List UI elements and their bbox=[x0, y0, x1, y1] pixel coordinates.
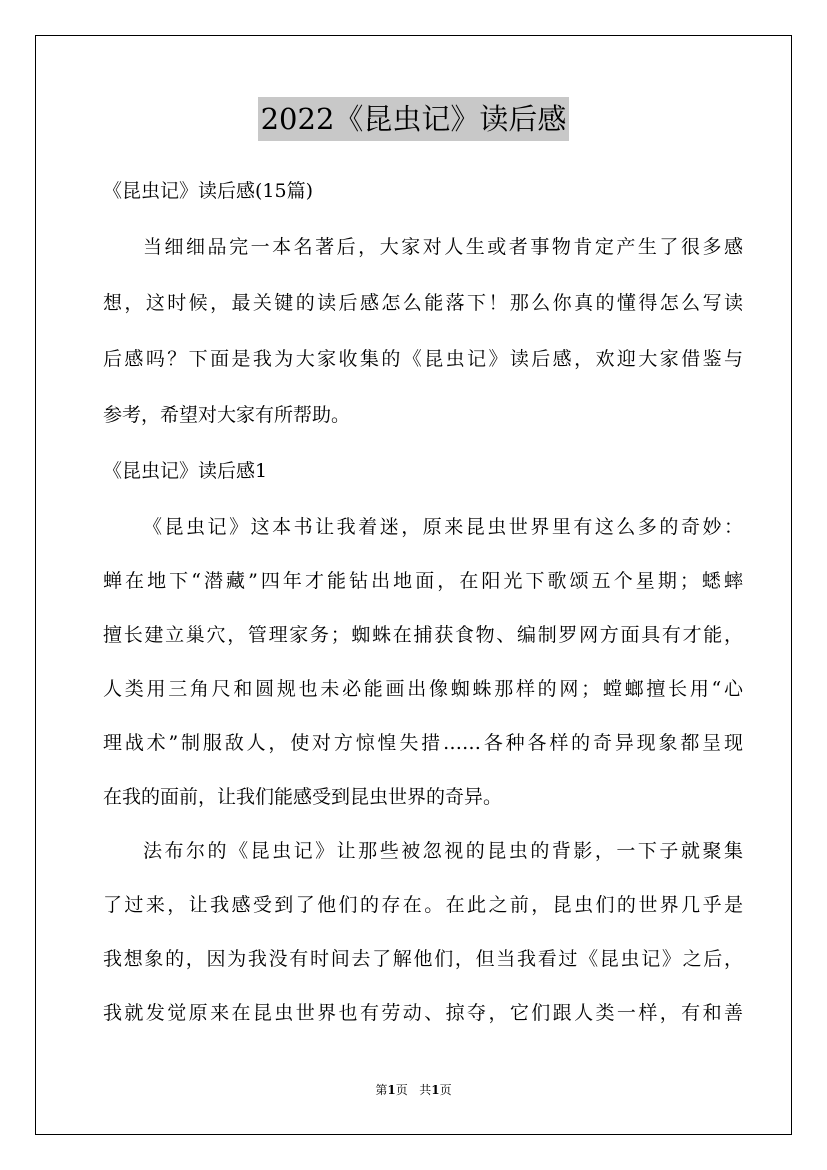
paragraph-line: 人类用三角尺和圆规也未必能画出像蜘蛛那样的网；螳螂擅长用“心 bbox=[103, 678, 743, 700]
paragraph-line: 我就发觉原来在昆虫世界也有劳动、掠夺，它们跟人类一样，有和善 bbox=[103, 1002, 743, 1024]
document-subtitle: 《昆虫记》读后感(15篇) bbox=[103, 180, 314, 202]
paragraph-line: 擅长建立巢穴，管理家务；蜘蛛在捕获食物、编制罗网方面具有才能， bbox=[103, 624, 743, 646]
page-prefix: 第 bbox=[375, 1083, 388, 1097]
paragraph-line: 理战术”制服敌人，使对方惊惶失措……各种各样的奇异现象都呈现 bbox=[103, 732, 743, 754]
intro-paragraph bbox=[103, 228, 743, 434]
paragraph-line: 后感吗？下面是我为大家收集的《昆虫记》读后感，欢迎大家借鉴与 bbox=[103, 348, 743, 370]
page-number: 1 bbox=[387, 1083, 396, 1097]
paragraph-2 bbox=[103, 832, 743, 1032]
paragraph-line: 我想象的，因为我没有时间去了解他们，但当我看过《昆虫记》之后， bbox=[103, 948, 743, 970]
total-suffix: 页 bbox=[439, 1083, 452, 1097]
total-pages: 1 bbox=[431, 1083, 440, 1097]
paragraph-line: 在我的面前，让我们能感受到昆虫世界的奇异。 bbox=[103, 786, 503, 808]
paragraph-line: 《昆虫记》这本书让我着迷，原来昆虫世界里有这么多的奇妙： bbox=[143, 516, 743, 538]
document-title: 2022《昆虫记》读后感 bbox=[258, 97, 570, 141]
section-heading: 《昆虫记》读后感1 bbox=[103, 460, 268, 482]
paragraph-line: 了过来，让我感受到了他们的存在。在此之前，昆虫们的世界几乎是 bbox=[103, 894, 743, 916]
paragraph-line: 蝉在地下“潜藏”四年才能钻出地面，在阳光下歌颂五个星期；蟋蟀 bbox=[103, 570, 743, 592]
paragraph-1 bbox=[103, 508, 743, 816]
paragraph-line: 想，这时候，最关键的读后感怎么能落下！那么你真的懂得怎么写读 bbox=[103, 292, 743, 314]
paragraph-line: 当细细品完一本名著后，大家对人生或者事物肯定产生了很多感 bbox=[143, 236, 743, 258]
paragraph-line: 法布尔的《昆虫记》让那些被忽视的昆虫的背影，一下子就聚集 bbox=[143, 840, 743, 862]
paragraph-line: 参考，希望对大家有所帮助。 bbox=[103, 404, 351, 426]
page-suffix: 页 bbox=[395, 1083, 408, 1097]
total-prefix: 共 bbox=[419, 1083, 432, 1097]
title-wrap bbox=[0, 97, 827, 141]
page-footer bbox=[0, 1082, 827, 1098]
document-body bbox=[103, 172, 743, 1032]
